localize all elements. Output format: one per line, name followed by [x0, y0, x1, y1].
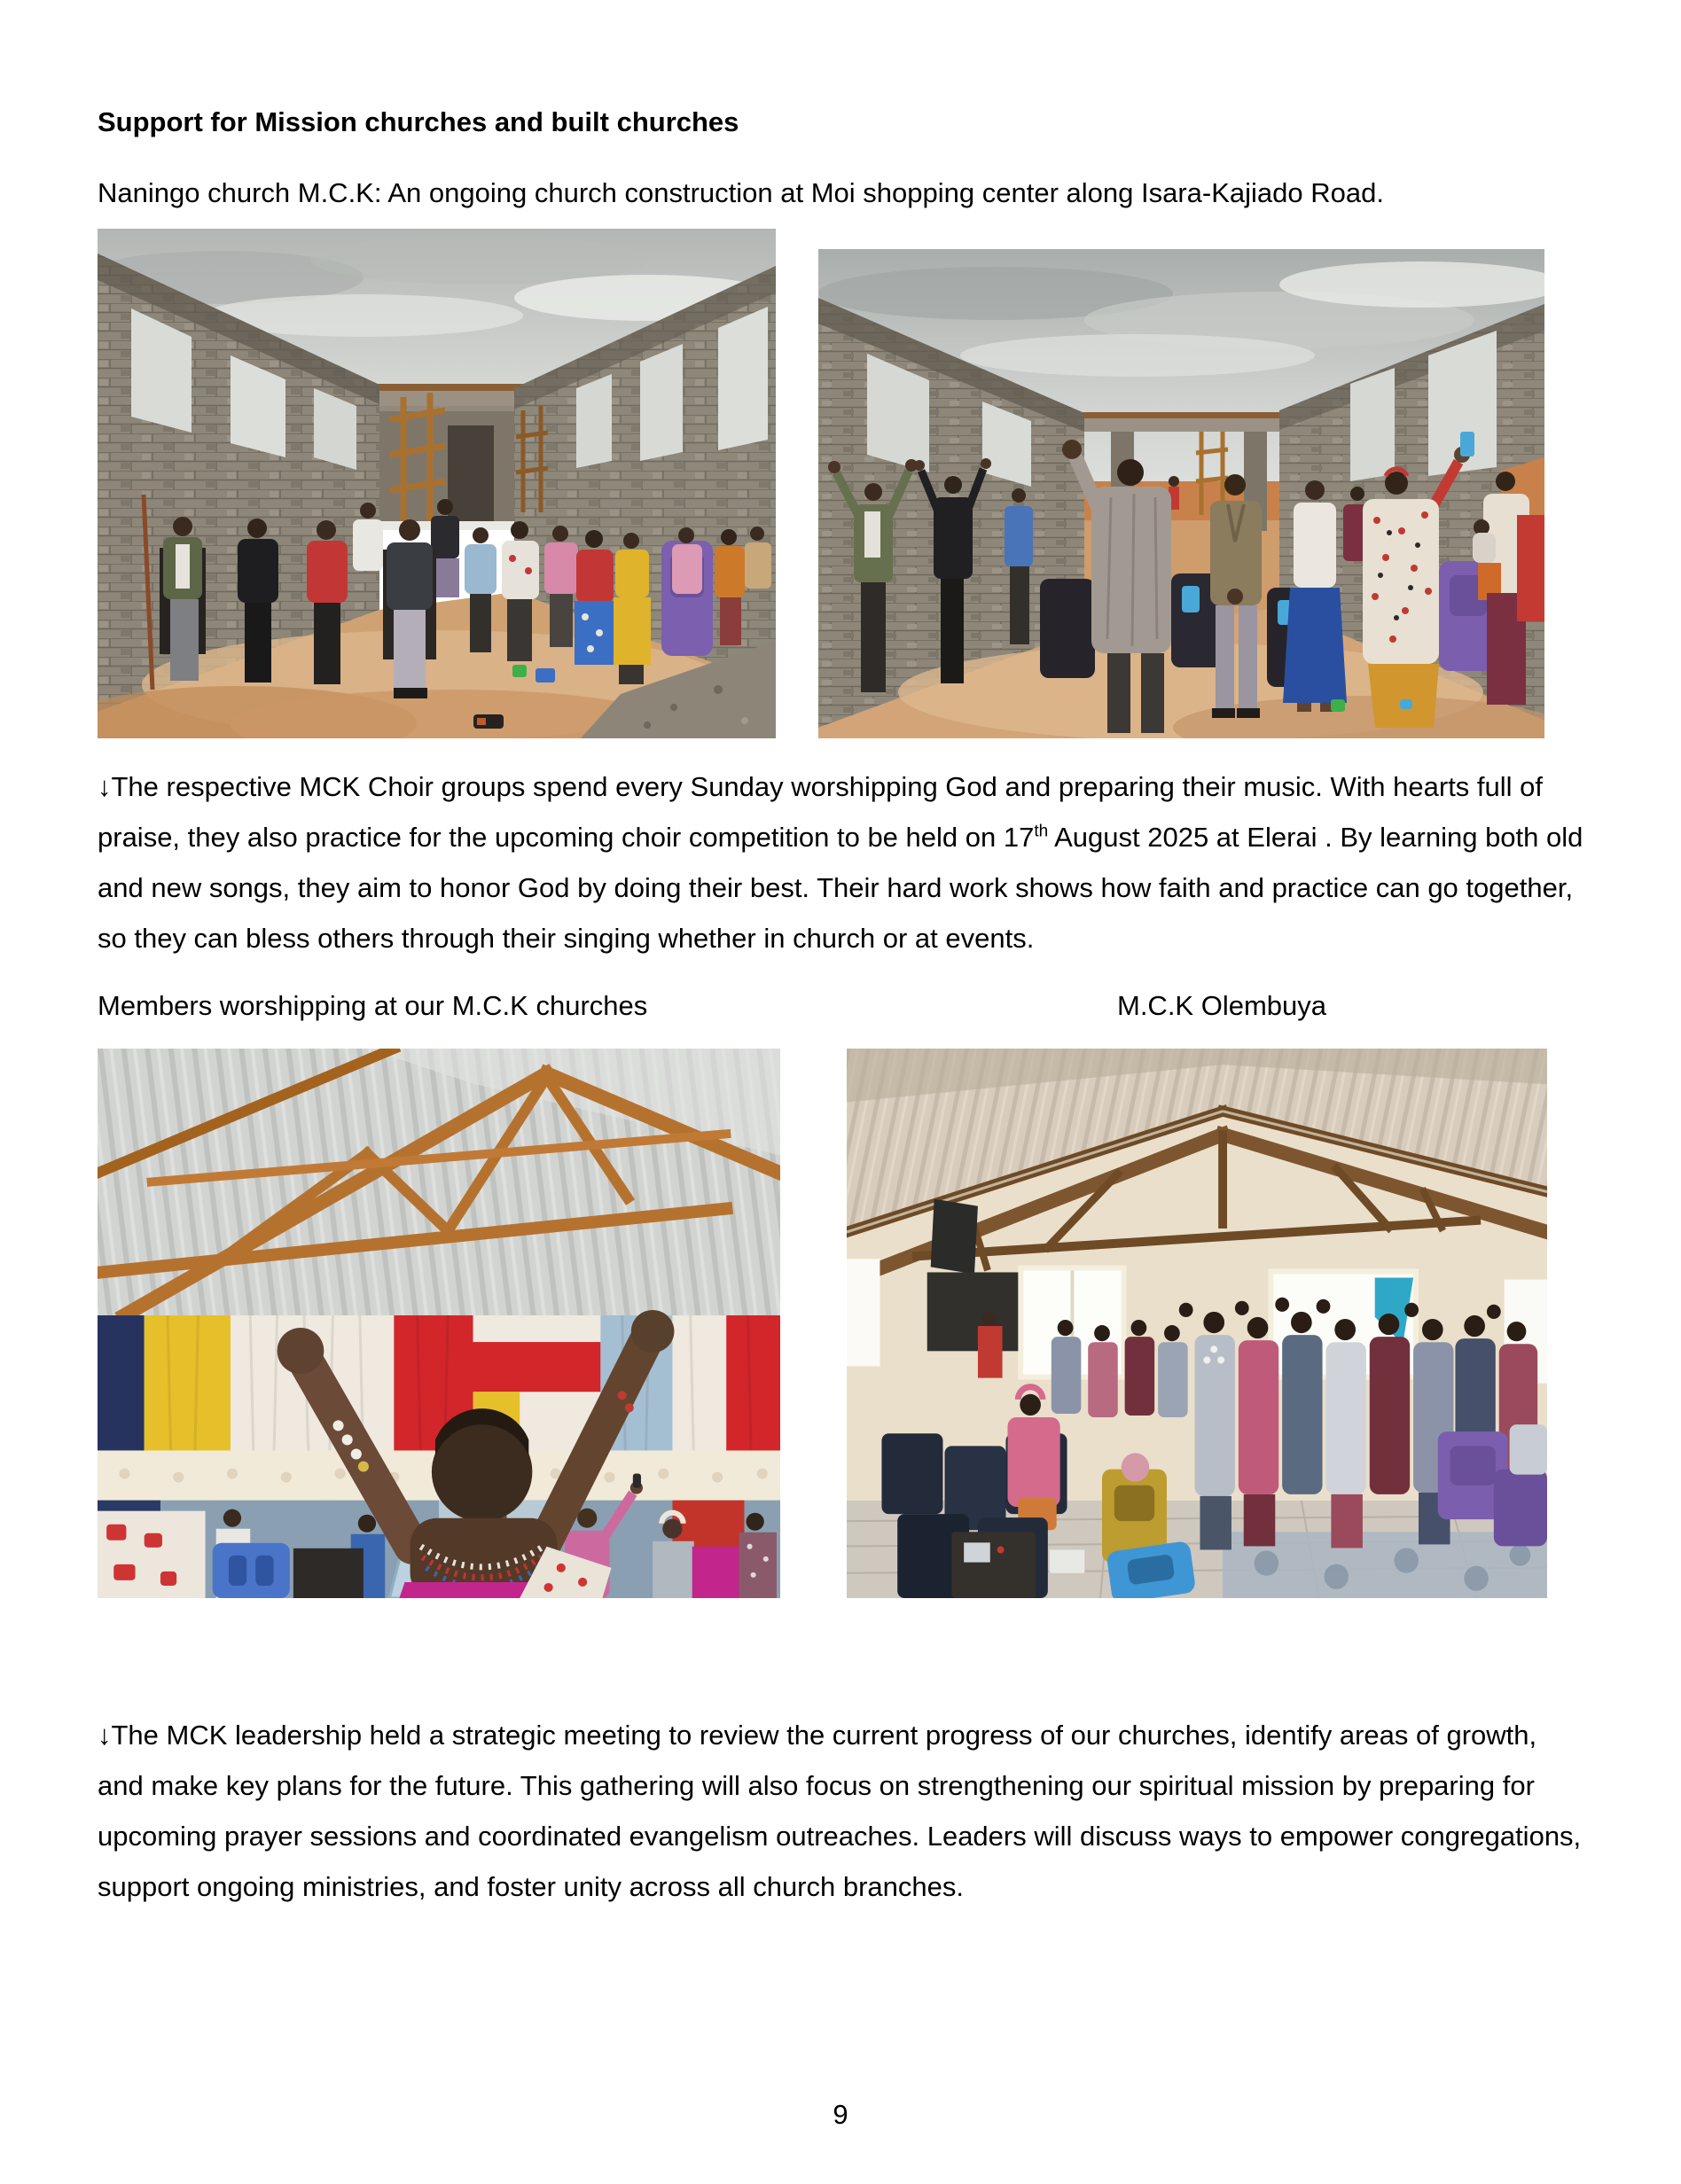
photo-row-worship: [98, 1049, 1587, 1598]
choir-paragraph-rest: August 2025 at Elerai . By learning both old and new songs, they aim to honor God by doing their best. Their hard work shows how faith and practice can go together, so they can bless others through their singing whether in church or at events.: [98, 822, 1583, 954]
leadership-paragraph: ↓The MCK leadership held a strategic meeting to review the current progress of our churches, identify areas of growth, and make key plans for the future. This gathering will also focus on strengthening our spiritual mission by preparing for upcoming prayer sessions and coordinated evangelism outreaches. Leaders will discuss ways to empower congregations, support ongoing ministries, and foster unity across all church branches.: [98, 1720, 1582, 1902]
caption-worship: Members worshipping at our M.C.K churches: [98, 990, 648, 1021]
photo-naningo-construction-prayer: [818, 249, 1544, 738]
construction-seated-image: [98, 229, 776, 738]
choir-paragraph-lead: ↓The respective MCK Choir groups spend every Sunday worshipping God and preparing their music. With hearts full of praise, they also practice for the upcoming choir competition to be held on 17: [98, 771, 1544, 853]
choir-paragraph: [98, 761, 1587, 963]
section-heading: Support for Mission churches and built churches: [98, 106, 739, 137]
page-number: 9: [833, 2099, 848, 2130]
worship-interior-image: [98, 1049, 780, 1598]
photo-mck-worship-interior: [98, 1049, 780, 1598]
photo-row-construction: [98, 229, 1587, 738]
intro-text: Naningo church M.C.K: An ongoing church construction at Moi shopping center along Isara-Kajiado Road.: [98, 177, 1384, 208]
ordinal-suffix: th: [1034, 822, 1049, 841]
olembuya-congregation-image: [847, 1049, 1547, 1598]
caption-olembuya: M.C.K Olembuya: [1117, 990, 1327, 1021]
caption-row: [98, 990, 1587, 1022]
photo-naningo-construction-seated: [98, 229, 776, 738]
photo-mck-olembuya-congregation: [847, 1049, 1547, 1598]
page-content: [98, 0, 1587, 1912]
construction-prayer-image: [818, 249, 1544, 738]
